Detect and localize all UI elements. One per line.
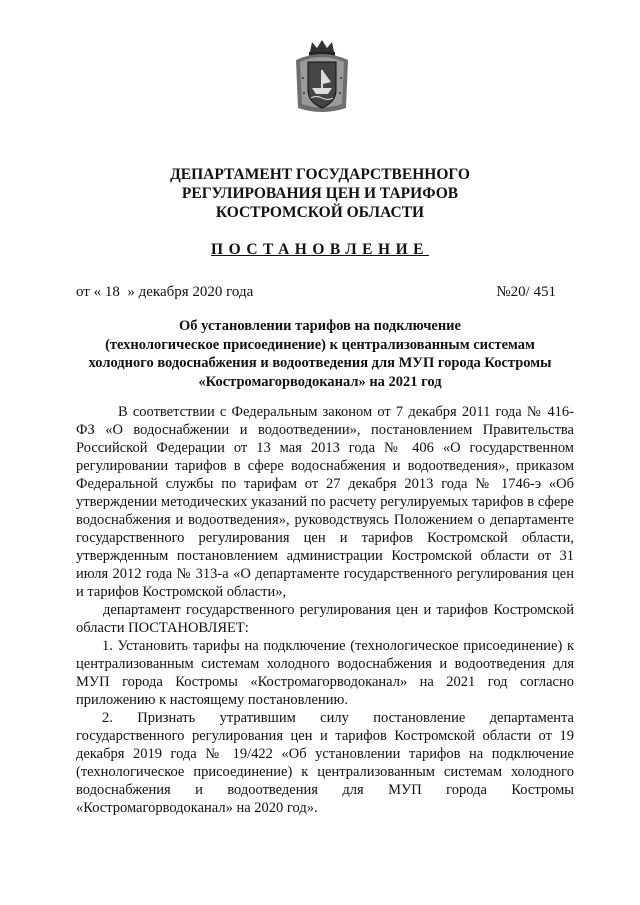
item-1-paragraph: 1. Установить тарифы на подключение (технологическое присоединение) к централизованным системам холодного водоснабжения и водоотведения для МУП города Костромы «Костромагорводоканал» на 2021 год согласно приложению к настоящему постановлению. xyxy=(76,638,574,708)
document-type-heading xyxy=(0,241,640,259)
department-line: КОСТРОМСКОЙ ОБЛАСТИ xyxy=(215,204,425,221)
preamble-paragraph: В соответствии с Федеральным законом от 7 декабря 2011 года № 416-ФЗ «О водоснабжении и водоотведении», постановлением Правительства Российской Федерации от 13 мая 2013 года № 406 «О государственном регулировании тарифов в сфере водоснабжения и водоотведения», приказом Федеральной службы по тарифам от 27 декабря 2013 года № 1746-э «Об утверждении методических указаний по расчету регулируемых тарифов в сфере водоснабжения и водоотведения», руководствуясь Положением о департаменте государственного регулирования цен и тарифов Костромской области, утвержденным постановлением администрации Костромской области от 31 июля 2012 года № 313-а «О департаменте государственного регулирования цен и тарифов Костромской области», xyxy=(76,404,574,600)
subject-line: холодного водоснабжения и водоотведения для МУП города Костромы xyxy=(88,355,552,371)
subject-line: (технологическое присоединение) к централизованным системам xyxy=(105,336,535,353)
resolution-paragraph: департамент государственного регулирования цен и тарифов Костромской области ПОСТАНОВЛЯЕТ: xyxy=(76,602,574,636)
decree-subject xyxy=(0,317,640,391)
decree-body xyxy=(76,403,574,817)
department-line: ДЕПАРТАМЕНТ ГОСУДАРСТВЕННОГО xyxy=(170,166,470,183)
department-line: РЕГУЛИРОВАНИЯ ЦЕН И ТАРИФОВ xyxy=(181,185,459,202)
item-2-paragraph: 2. Признать утратившим силу постановление департамента государственного регулирования цен и тарифов Костромской области от 19 декабря 2019 года № 19/422 «Об установлении тарифов на подключение (технологическое присоединение) к централизованным системам холодного водоснабжения и водоотведения для МУП города Костромы «Костромагорводоканал» на 2020 год». xyxy=(76,710,574,816)
coat-of-arms-emblem xyxy=(294,38,350,116)
subject-line: Об установлении тарифов на подключение xyxy=(179,318,461,334)
decree-number: №20/ 451 xyxy=(496,284,556,300)
department-name xyxy=(0,165,640,222)
document-type-text: ПОСТАНОВЛЕНИЕ xyxy=(211,241,429,258)
decree-date: от « 18 » декабря 2020 года xyxy=(76,284,254,300)
subject-line: «Костромагорводоканал» на 2021 год xyxy=(198,373,442,390)
